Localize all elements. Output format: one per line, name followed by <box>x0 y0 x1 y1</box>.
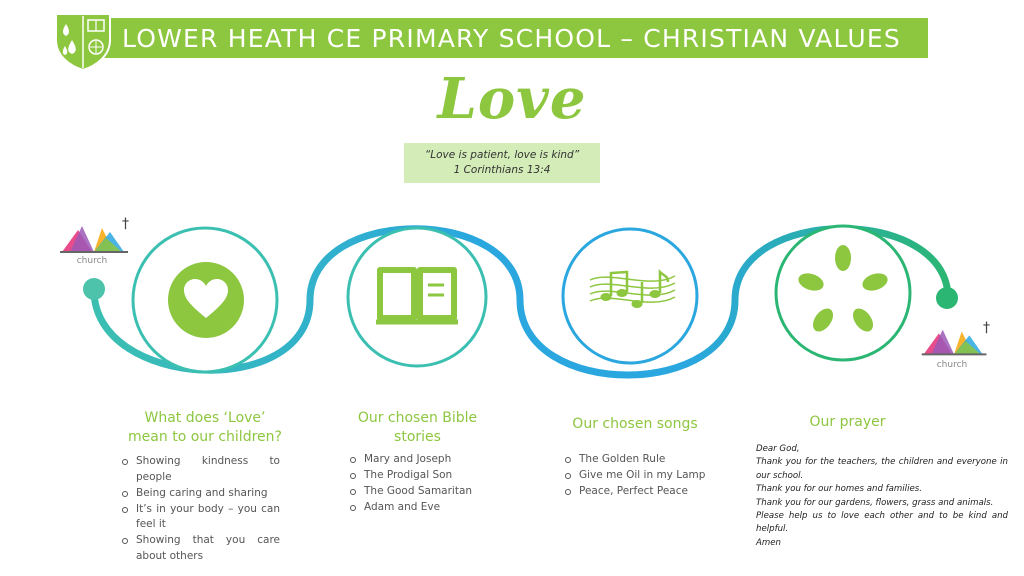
list-item: It’s in your body – you can feel it <box>120 502 280 533</box>
page-title: LOWER HEATH CE PRIMARY SCHOOL – CHRISTIAN VALUES <box>122 24 901 53</box>
prayer-text <box>756 443 1008 550</box>
column-heading-songs: Our chosen songs <box>572 416 698 432</box>
path-start-dot <box>83 278 105 300</box>
prayer-line: Amen <box>756 537 781 548</box>
verse-quote: “Love is patient, love is kind” <box>424 149 580 161</box>
list-item: The Good Samaritan <box>348 484 508 500</box>
column-heading-bible-stories: Our chosen Bible stories <box>357 410 478 445</box>
prayer-line: Thank you for our gardens, flowers, grass and animals. <box>756 497 994 508</box>
cross-symbol: † <box>983 320 990 336</box>
list-item: The Golden Rule <box>563 452 733 468</box>
list-item: Being caring and sharing <box>120 486 280 502</box>
list-item: Adam and Eve <box>348 500 508 516</box>
songs-list <box>563 452 733 500</box>
list-item: Showing that you care about others <box>120 533 280 564</box>
column-heading-prayer: Our prayer <box>809 414 886 430</box>
list-item: Showing kindness to people <box>120 454 280 485</box>
verse-reference: 1 Corinthians 13:4 <box>453 164 551 176</box>
prayer-line: Thank you for our homes and families. <box>756 484 922 495</box>
prayer-line: Please help us to love each other and to be kind and helpful. <box>756 511 1008 535</box>
meaning-list <box>120 454 280 565</box>
church-label: church <box>76 256 108 266</box>
value-title: Love <box>437 66 587 132</box>
list-item: Mary and Joseph <box>348 452 508 468</box>
prayer-line: Dear God, <box>756 444 800 454</box>
list-item: Peace, Perfect Peace <box>563 484 733 500</box>
column-heading-meaning: What does ‘Love’ mean to our children? <box>128 410 282 445</box>
list-item: Give me Oil in my Lamp <box>563 468 733 484</box>
church-label: church <box>936 360 968 370</box>
songs-circle <box>563 229 697 363</box>
prayer-line: Thank you for the teachers, the children and everyone in our school. <box>756 457 1008 481</box>
cross-symbol: † <box>122 216 129 232</box>
path-end-dot <box>936 287 958 309</box>
bible-stories-list <box>348 452 508 516</box>
list-item: The Prodigal Son <box>348 468 508 484</box>
